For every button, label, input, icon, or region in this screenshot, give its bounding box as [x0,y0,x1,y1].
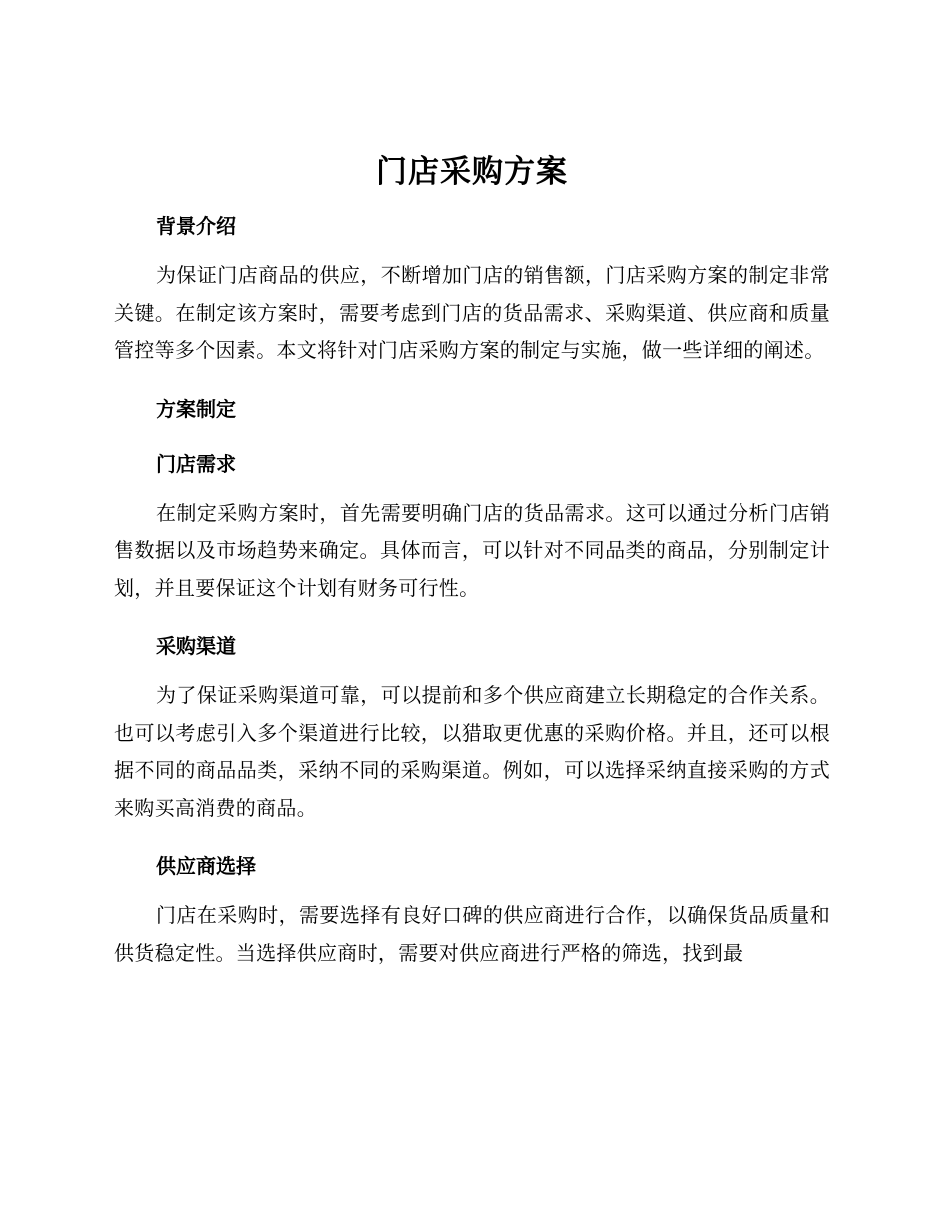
heading-channels: 采购渠道 [156,634,236,658]
document-title: 门店采购方案 [376,154,568,190]
heading-store-needs: 门店需求 [156,451,236,476]
document-page [114,150,830,972]
heading-background: 背景介绍 [156,214,236,238]
paragraph-background: 为保证门店商品的供应，不断增加门店的销售额，门店采购方案的制定非常关键。在制定该方案时，需要考虑到门店的货品需求、采购渠道、供应商和质量管控等多个因素。本文将针对门店采购方案的制定与实施，做一些详细的阐述。 [114,263,830,362]
heading-suppliers: 供应商选择 [156,854,256,878]
paragraph-channels: 为了保证采购渠道可靠，可以提前和多个供应商建立长期稳定的合作关系。也可以考虑引入多个渠道进行比较，以猎取更优惠的采购价格。并且，还可以根据不同的商品品类，采纳不同的采购渠道。例如，可以选择采纳直接采购的方式来购买高消费的商品。 [114,683,830,820]
heading-plan: 方案制定 [156,396,236,421]
paragraph-suppliers: 门店在采购时，需要选择有良好口碑的供应商进行合作，以确保货品质量和供货稳定性。当选择供应商时，需要对供应商进行严格的筛选，找到最 [114,903,830,965]
paragraph-store-needs: 在制定采购方案时，首先需要明确门店的货品需求。这可以通过分析门店销售数据以及市场趋势来确定。具体而言，可以针对不同品类的商品，分别制定计划，并且要保证这个计划有财务可行性。 [114,500,830,600]
